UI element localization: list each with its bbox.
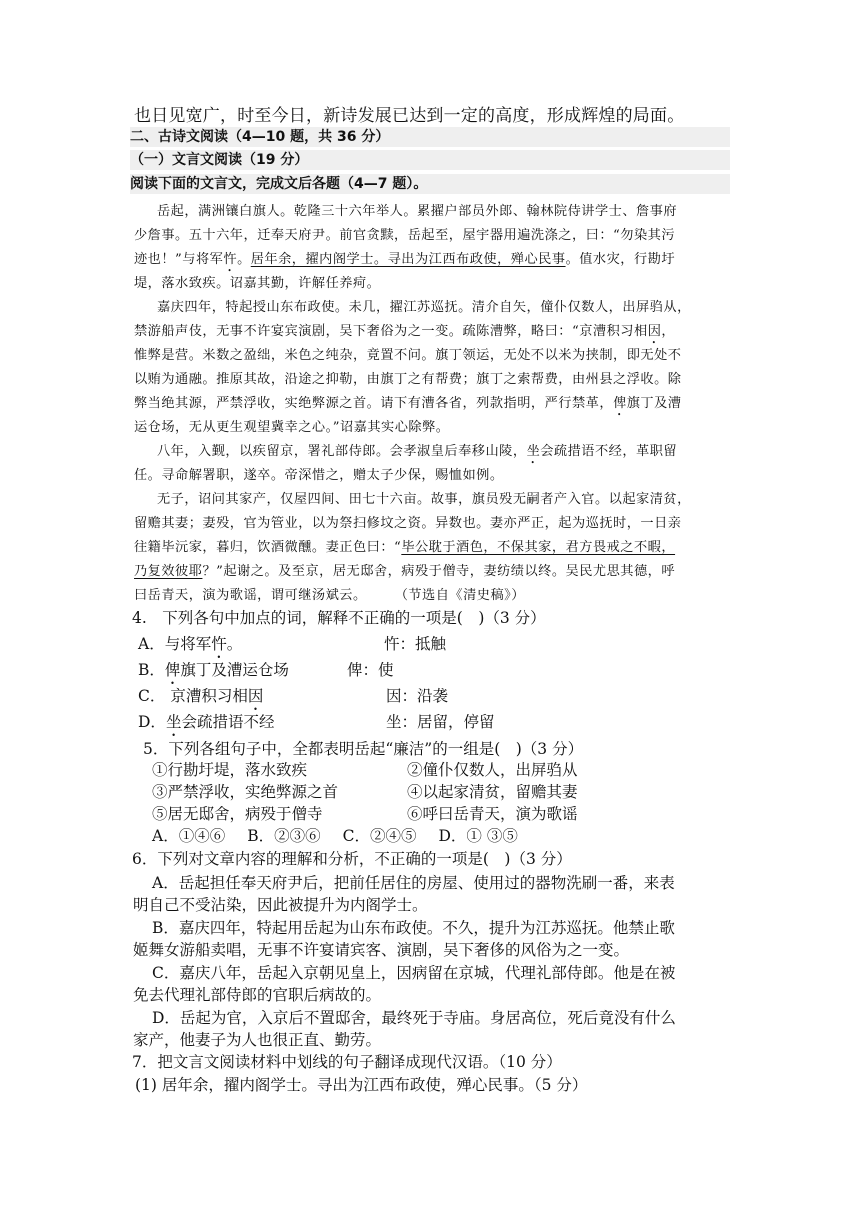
q5-item: ⑥呼曰岳青天，演为歌谣 xyxy=(407,805,578,823)
q6-option-d-cont: 家产，他妻子为人也很正直、勤劳。 xyxy=(133,1031,382,1049)
q6-option-b: B．嘉庆四年，特起用岳起为山东布政使。不久，提升为江苏巡抚。他禁止歌 xyxy=(152,919,675,937)
passage-line: 运仓场，无从更生观望冀幸之心。”诏嘉其实心除弊。 xyxy=(134,420,450,435)
passage-line: 任。寻命解署职，遂卒。帝深惜之，赠太子少保，赐恤如例。 xyxy=(134,468,504,483)
passage-line: 往籍毕沅家，暮归，饮酒微醺。妻正色曰：“毕公耽于酒色，不保其家，君方畏戒之不暇， xyxy=(134,540,676,555)
section-title: 二、古诗文阅读（4—10 题，共 36 分） xyxy=(130,127,730,147)
question-6-stem: 6．下列对文章内容的理解和分析，不正确的一项是( )（3 分） xyxy=(132,850,572,868)
q4-option-c: C． 京漕积习相因 xyxy=(138,687,264,705)
intro-line: 也日见宽广，时至今日，新诗发展已达到一定的高度，形成辉煌的局面。 xyxy=(134,106,685,126)
q6-option-c-cont: 免去代理礼部侍郎的官职后病故的。 xyxy=(133,986,382,1004)
passage-line: 迹也！”与将军忤。居年余，擢内阁学士。寻出为江西布政使，殚心民事。值水灾，行勘圩 xyxy=(134,252,676,267)
q5-item: ⑤居无邸舍，病殁于僧寺 xyxy=(152,805,323,823)
question-5-stem: 5．下列各组句子中，全都表明岳起“廉洁”的一组是( )（3 分） xyxy=(143,740,584,758)
underlined-sentence: 乃复效彼耶 xyxy=(134,564,203,579)
q5-item: ②僮仆仅数人，出屏驺从 xyxy=(407,761,578,779)
q5-item: ①行勘圩堤，落水致疾 xyxy=(152,761,308,779)
passage-line: 岳起，满洲镶白旗人。乾隆三十六年举人。累擢户部员外郎、翰林院侍讲学士、詹事府 xyxy=(157,204,678,219)
passage-line: 八年，入觐，以疾留京，署礼部侍郎。会孝淑皇后奉移山陵，坐会疏措语不经，革职留 xyxy=(157,444,678,459)
dotted-word: 忤 xyxy=(223,252,238,267)
dotted-word: 因 xyxy=(647,324,662,339)
q6-option-d: D．岳起为官，入京后不置邸舍，最终死于寺庙。身居高位，死后竟没有什么 xyxy=(152,1009,676,1027)
passage-line: 堤，落水致疾。诏嘉其勤，许解任养疴。 xyxy=(134,276,381,291)
q4-option-b: B．俾旗丁及漕运仓场 xyxy=(138,661,289,679)
q6-option-c: C．嘉庆八年，岳起入京朝见皇上，因病留在京城，代理礼部侍郎。他是在被 xyxy=(152,964,676,982)
passage-line: 禁游船声伎，无事不许宴宾演剧，吴下奢俗为之一变。疏陈漕弊，略曰：“京漕积习相因， xyxy=(134,324,676,339)
dotted-word: 俾 xyxy=(613,396,627,411)
subsection-title: （一）文言文阅读（19 分） xyxy=(130,150,730,170)
question-7-stem: 7．把文言文阅读材料中划线的句子翻译成现代汉语。（10 分） xyxy=(132,1053,562,1071)
q6-option-a: A．岳起担任奉天府尹后，把前任居住的房屋、使用过的器物洗刷一番，来表 xyxy=(152,874,675,892)
passage-line: 弊当绝其源，严禁浮收，实绝弊源之首。请下有漕各省，列款指明，严行禁革，俾旗丁及漕 xyxy=(134,396,682,411)
passage-line: 乃复效彼耶？”起谢之。及至京，居无邸舍，病殁于僧寺，妻纺绩以终。吴民尤思其德，呼 xyxy=(134,564,676,579)
source-note: （节选自《清史稿》） xyxy=(394,588,525,603)
q4-option-d: D．坐会疏措语不经 xyxy=(138,713,275,731)
question-4-stem: 4. 下列各句中加点的词，解释不正确的一项是( )（3 分） xyxy=(132,609,546,627)
passage-line: 以贿为通融。推原其故，沿途之抑勒，由旗丁之有帮费；旗丁之索帮费，由州县之浮收。除 xyxy=(134,372,682,387)
q5-item: ④以起家清贫，留赡其妻 xyxy=(407,783,578,801)
underlined-sentence: 毕公耽于酒色，不保其家，君方畏戒之不暇， xyxy=(401,540,676,555)
q6-option-b-cont: 姬舞女游船卖唱，无事不许宴请宾客、演剧，吴下奢侈的风俗为之一变。 xyxy=(133,941,630,959)
q4-option-b-explanation: 俾：使 xyxy=(347,661,394,679)
passage-line: 嘉庆四年，特起授山东布政使。未几，擢江苏巡抚。清介自矢，僮仆仅数人，出屏驺从， xyxy=(157,300,691,315)
q4-option-d-explanation: 坐：居留，停留 xyxy=(386,713,495,731)
q4-option-c-explanation: 因：沿袭 xyxy=(386,687,449,705)
q6-option-a-cont: 明自己不受沾染，因此被提升为内阁学士。 xyxy=(133,896,428,914)
q7-sentence-1: (1) 居年余，擢内阁学士。寻出为江西布政使，殚心民事。（5 分） xyxy=(135,1076,588,1094)
q5-item: ③严禁浮收，实绝弊源之首 xyxy=(152,783,339,801)
passage-line: 留赡其妻；妻殁，官为管业，以为祭扫修坟之资。异数也。妻亦严正，起为巡抚时，一日亲 xyxy=(134,516,682,531)
dotted-word: 坐 xyxy=(526,444,541,459)
q4-option-a: A．与将军忤。 xyxy=(138,635,243,653)
q4-option-a-explanation: 忤：抵触 xyxy=(384,635,447,653)
passage-line: 无子，诏问其家产，仅屋四间、田七十六亩。故事，旗员殁无嗣者产入官。以起家清贫， xyxy=(157,492,691,507)
q5-options: A．①④⑥ B．②③⑥ C．②④⑤ D．① ③⑤ xyxy=(152,827,518,845)
underlined-sentence: 居年余，擢内阁学士。寻出为江西布政使，殚心民事 xyxy=(250,252,566,267)
passage-line: 惟弊是营。米数之盈绌，米色之纯杂，竟置不问。旗丁领运，无处不以米为挟制，即无处不 xyxy=(134,348,682,363)
passage-line: 曰岳青天，演为歌谣，谓可继汤斌云。 （节选自《清史稿》） xyxy=(134,588,525,603)
passage-line: 少詹事。五十六年，迁奉天府尹。前官贪黩，岳起至，屋宇器用遍洗涤之，曰：“勿染其污 xyxy=(134,228,676,243)
instruction: 阅读下面的文言文，完成文后各题（4—7 题）。 xyxy=(130,174,730,194)
